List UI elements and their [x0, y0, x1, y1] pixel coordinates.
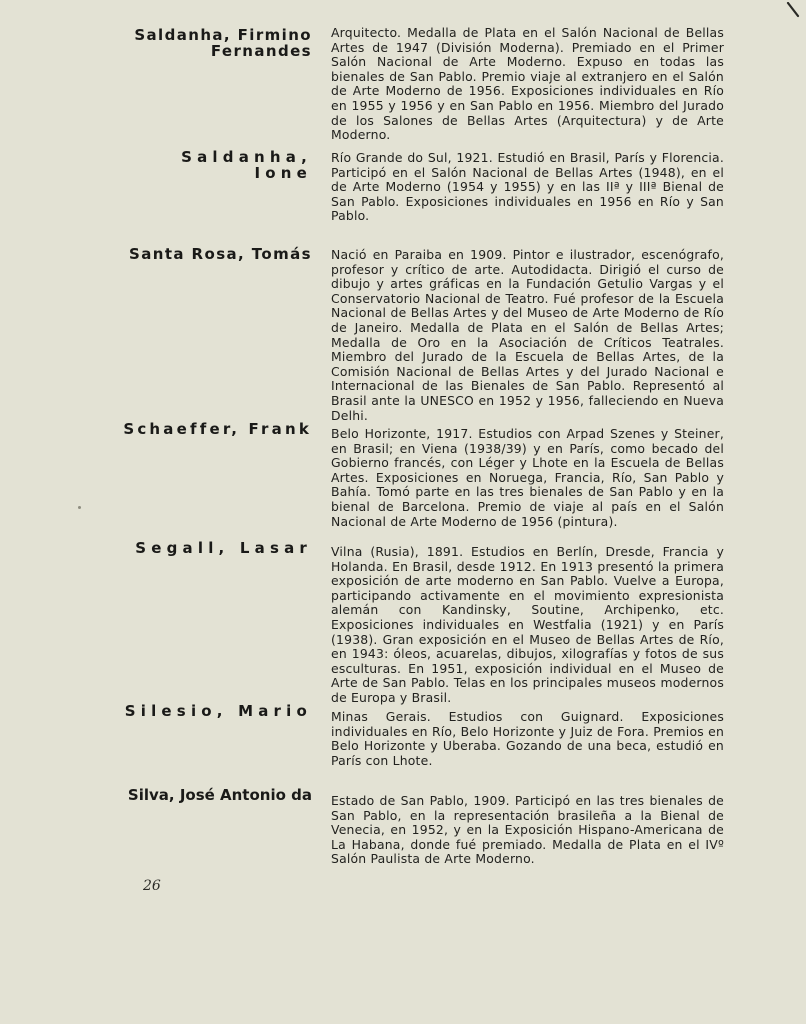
entry-bio: Estado de San Pablo, 1909. Participó en las tres bienales de San Pablo, en la representación brasileña a la Bienal de Venecia, en 1952, y en la Exposición Hispano-Americana de La Habana, donde fué premiado. Medalla de Plata en el IVº Salón Paulista de Arte Moderno.	[331, 793, 724, 867]
entry-bio: Nació en Paraiba en 1909. Pintor e ilustrador, escenógrafo, profesor y crítico de arte. Autodidacta. Dirigió el curso de dibujo y artes gráficas en la Fundación Getulio Vargas y el Conservatorio Nacional de Teatro. Fué profesor de la Escuela Nacional de Bellas Artes y del Museo de Arte Moderno de Río de Janeiro. Medalla de Plata en el Salón de Bellas Artes; Medalla de Oro en la Asociación de Críticos Teatrales. Miembro del Jurado de la Escuela de Bellas Artes, de la Comisión Nacional de Bellas Artes y del Jurado Nacional e Internacional de las Bienales de San Pablo. Representó al Brasil ante la UNESCO en 1952 y 1956, falleciendo en Nueva Delhi.	[331, 247, 724, 423]
corner-mark	[786, 2, 800, 18]
page-number: 26	[143, 878, 161, 894]
entry-name: Saldanha, Firmino Fernandes	[134, 26, 312, 60]
entry-bio: Minas Gerais. Estudios con Guignard. Exposiciones individuales en Río, Belo Horizonte y Juiz de Fora. Premios en Belo Horizonte y Uberaba. Gozando de una beca, estudió en París con Lhote.	[331, 709, 724, 768]
entry-bio: Belo Horizonte, 1917. Estudios con Arpad Szenes y Steiner, en Brasil; en Viena (1938/39) y en París, como becado del Gobierno francés, con Léger y Lhote en la Escuela de Bellas Artes. Exposiciones en Noruega, Francia, Río, San Pablo y Bahía. Tomó parte en las tres bienales de San Pablo y en la bienal de Barcelona. Premio de viaje al país en el Salón Nacional de Arte Moderno de 1956 (pintura).	[331, 426, 724, 529]
entry-bio: Arquitecto. Medalla de Plata en el Salón Nacional de Bellas Artes de 1947 (División Moderna). Premiado en el Primer Salón Nacional de Arte Moderno. Expuso en todas las bienales de San Pablo. Premio viaje al extranjero en el Salón de Arte Moderno de 1956. Exposiciones individuales en Río en 1955 y 1956 y en San Pablo en 1956. Miembro del Jurado de los Salones de Bellas Artes (Arquitectura) y de Arte Moderno.	[331, 25, 724, 143]
entry-name: Santa Rosa, Tomás	[129, 245, 312, 263]
entry-bio: Vilna (Rusia), 1891. Estudios en Berlín, Dresde, Francia y Holanda. En Brasil, desde 1912. En 1913 presentó la primera exposición de arte moderno en San Pablo. Vuelve a Europa, participando activamente en el movimiento expresionista alemán con Kandinsky, Soutine, Archipenko, etc. Exposiciones individuales en Westfalia (1921) y en París (1938). Gran exposición en el Museo de Bellas Artes de Río, en 1943: óleos, acuarelas, dibujos, xilografías y fotos de sus esculturas. En 1951, exposición individual en el Museo de Arte de San Pablo. Telas en los principales museos modernos de Europa y Brasil.	[331, 544, 724, 705]
paper-speck	[78, 506, 81, 509]
entry-name: Segall, Lasar	[135, 539, 312, 557]
entry-name: Silesio, Mario	[124, 702, 312, 720]
entry-bio: Río Grande do Sul, 1921. Estudió en Brasil, París y Florencia. Participó en el Salón Nacional de Bellas Artes (1948), en el de Arte Moderno (1954 y 1955) y en las IIª y IIIª Bienal de San Pablo. Exposiciones individuales en 1956 en Río y San Pablo.	[331, 150, 724, 224]
entry-name: Silva, José Antonio da	[127, 786, 312, 804]
entry-name: Schaeffer, Frank	[123, 420, 312, 438]
entry-name: Saldanha, Ione	[181, 148, 312, 182]
